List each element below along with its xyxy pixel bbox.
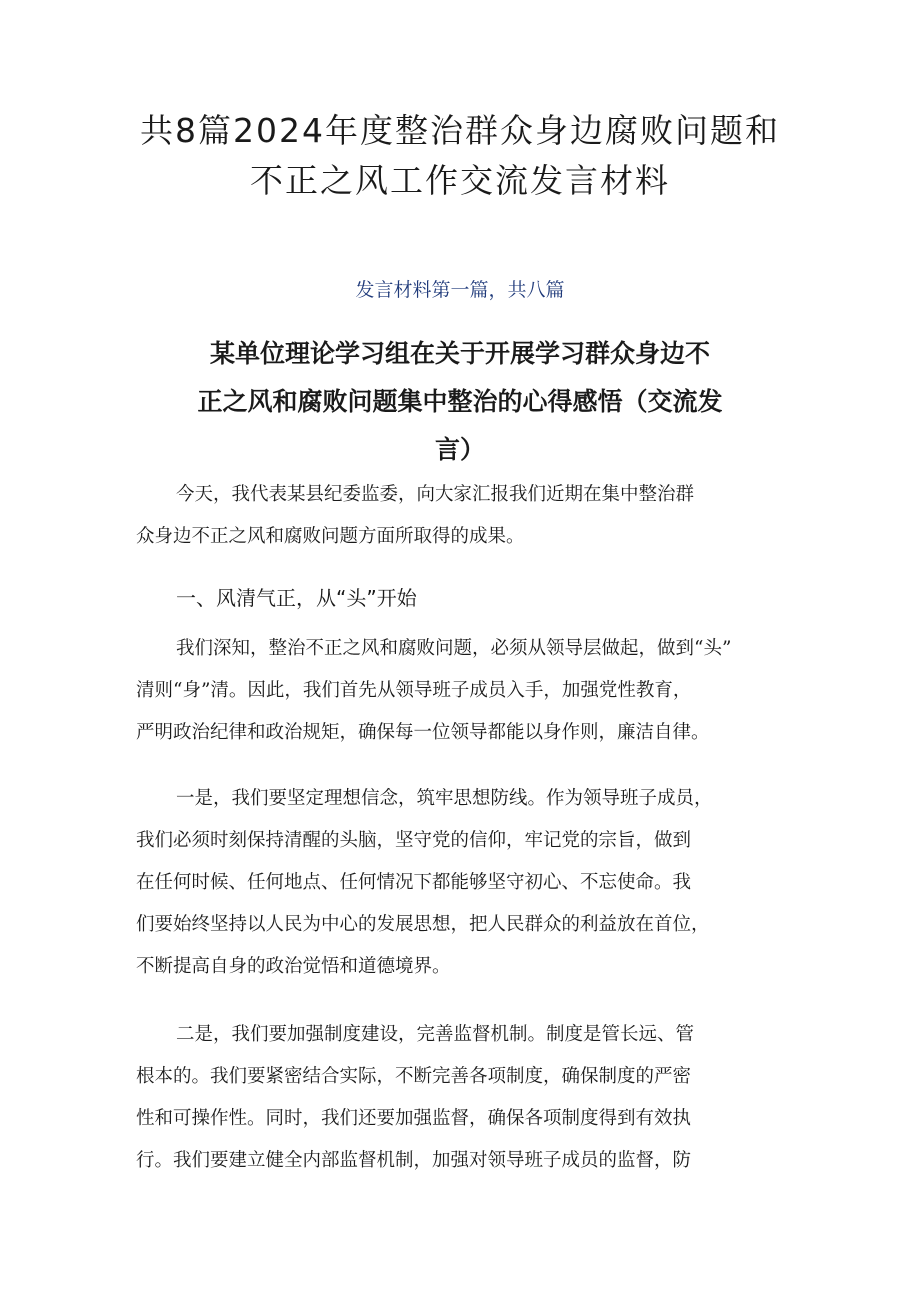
paragraph-line: 今天，我代表某县纪委监委，向大家汇报我们近期在集中整治群 <box>176 484 695 505</box>
paragraph-line: 我们必须时刻保持清醒的头脑，坚守党的信仰，牢记党的宗旨，做到 <box>136 830 692 851</box>
paragraph-line: 严明政治纪律和政治规矩，确保每一位领导都能以身作则，廉洁自律。 <box>136 722 710 743</box>
paragraph-2 <box>136 778 800 988</box>
subtitle-line-3: 言） <box>434 435 485 464</box>
paragraph-1 <box>136 628 800 754</box>
section-label: 发言材料第一篇，共八篇 <box>355 279 565 301</box>
paragraph-line: 不断提高自身的政治觉悟和道德境界。 <box>136 956 451 977</box>
paragraph-line: 清则“身”清。因此，我们首先从领导班子成员入手，加强党性教育， <box>136 680 692 701</box>
paragraph-line: 在任何时候、任何地点、任何情况下都能够坚守初心、不忘使命。我 <box>136 872 692 893</box>
paragraph-line: 众身边不正之风和腐败问题方面所取得的成果。 <box>136 526 525 547</box>
title-line-2: 不正之风工作交流发言材料 <box>250 161 670 200</box>
article-subtitle <box>170 330 750 474</box>
paragraph-3 <box>136 1014 800 1182</box>
paragraph-line: 性和可操作性。同时，我们还要加强监督，确保各项制度得到有效执 <box>136 1108 692 1129</box>
paragraph-line: 们要始终坚持以人民为中心的发展思想，把人民群众的利益放在首位， <box>136 914 710 935</box>
subtitle-line-1: 某单位理论学习组在关于开展学习群众身边不 <box>209 339 710 368</box>
paragraph-line: 我们深知，整治不正之风和腐败问题，必须从领导层做起，做到“头” <box>176 638 732 659</box>
paragraph-intro <box>136 474 800 558</box>
subtitle-line-2: 正之风和腐败问题集中整治的心得感悟（交流发 <box>197 387 723 416</box>
document-title <box>0 106 920 206</box>
paragraph-line: 二是，我们要加强制度建设，完善监督机制。制度是管长远、管 <box>176 1024 695 1045</box>
title-line-1: 共8篇2024年度整治群众身边腐败问题和 <box>140 111 780 150</box>
paragraph-line: 一是，我们要坚定理想信念，筑牢思想防线。作为领导班子成员， <box>176 788 713 809</box>
section-heading-1: 一、风清气正，从“头”开始 <box>176 586 417 610</box>
paragraph-line: 行。我们要建立健全内部监督机制，加强对领导班子成员的监督，防 <box>136 1150 692 1171</box>
paragraph-line: 根本的。我们要紧密结合实际，不断完善各项制度，确保制度的严密 <box>136 1066 692 1087</box>
